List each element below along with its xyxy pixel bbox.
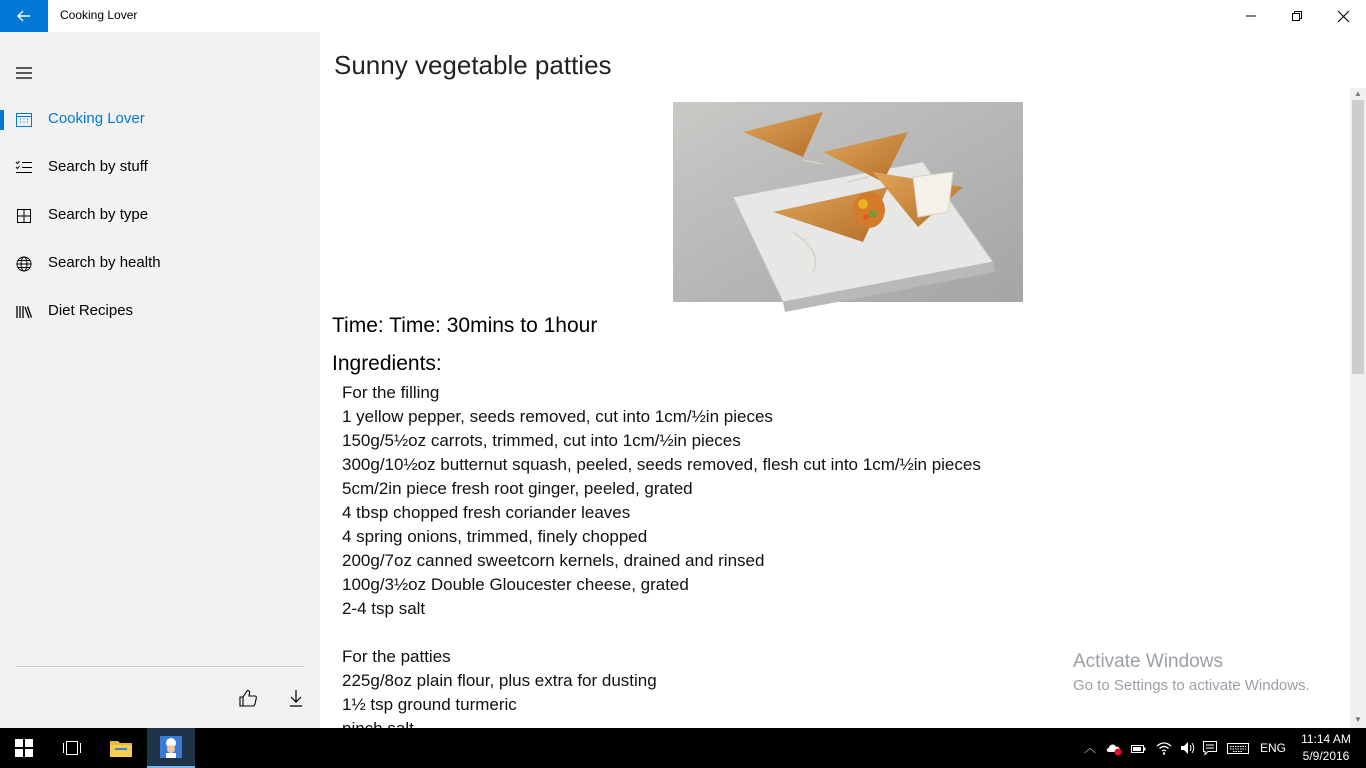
window-title: Cooking Lover [60,8,138,22]
ingredients-heading: Ingredients: [332,352,442,375]
list-item: 2-4 tsp salt [342,599,426,618]
list-item: For the filling [342,383,440,402]
file-explorer-button[interactable] [97,728,145,768]
recipe-image [673,102,1023,302]
thumbs-up-icon[interactable] [238,688,258,708]
restore-icon [1292,11,1302,21]
grid-icon [16,208,32,224]
sidebar-item-label: Cooking Lover [48,110,145,127]
sidebar-item-label: Diet Recipes [48,302,134,319]
list-item: 150g/5½oz carrots, trimmed, cut into 1cm/½in pieces [342,431,741,450]
recipe-content [320,32,1366,728]
library-icon [16,304,32,320]
close-icon [1338,11,1349,22]
activation-watermark [1073,651,1310,694]
list-item: 1 yellow pepper, seeds removed, cut into 1cm/½in pieces [342,407,773,426]
task-view-icon [62,740,82,756]
battery-icon[interactable] [1130,740,1146,756]
task-view-button[interactable] [48,728,96,768]
sidebar-item-label: Search by type [48,206,149,223]
ingredients-list [342,381,981,741]
minimize-icon [1246,11,1256,21]
action-center-icon[interactable] [1202,740,1218,756]
recipe-title: Sunny vegetable patties [334,50,612,80]
list-item: 5cm/2in piece fresh root ginger, peeled, grated [342,479,693,498]
download-icon[interactable] [286,688,306,708]
sidebar-divider [16,666,304,667]
cooking-lover-taskbar-button[interactable] [147,728,195,768]
list-item: For the patties [342,647,451,666]
sidebar-item-search-by-type[interactable] [0,192,320,240]
back-button[interactable] [0,0,48,32]
sidebar-item-cooking-lover[interactable] [0,96,320,144]
back-arrow-icon [17,10,31,22]
list-item: 100g/3½oz Double Gloucester cheese, grated [342,575,689,594]
sidebar-item-label: Search by health [48,254,161,271]
clock-time[interactable]: 11:14 AM [1301,732,1351,746]
globe-icon [16,256,32,272]
clock-date[interactable]: 5/9/2016 [1302,749,1350,763]
scroll-thumb[interactable] [1352,100,1364,374]
scroll-down-icon[interactable]: ▼ [1354,715,1362,724]
onedrive-icon[interactable] [1106,740,1122,756]
show-hidden-icons-icon[interactable]: ︿ [1084,741,1097,755]
restore-button[interactable] [1274,0,1320,32]
language-indicator[interactable]: ENG [1260,741,1287,755]
list-item: 1½ tsp ground turmeric [342,695,517,714]
list-item: 4 spring onions, trimmed, finely chopped [342,527,648,546]
list-item: 200g/7oz canned sweetcorn kernels, drained and rinsed [342,551,765,570]
vertical-scrollbar[interactable] [1350,88,1366,728]
recipe-time: Time: Time: 30mins to 1hour [332,314,598,337]
taskbar [0,728,1366,768]
navigation-pane [0,32,320,728]
minimize-button[interactable] [1228,0,1274,32]
sidebar-item-search-by-health[interactable] [0,240,320,288]
list-item: 300g/10½oz butternut squash, peeled, seeds removed, flesh cut into 1cm/½in pieces [342,455,981,474]
sidebar-item-diet-recipes[interactable] [0,288,320,336]
hamburger-menu-icon[interactable] [16,66,32,78]
title-bar [0,0,1366,32]
calendar-icon [16,112,32,128]
list-item: 4 tbsp chopped fresh coriander leaves [342,503,631,522]
volume-icon[interactable] [1180,740,1196,756]
checklist-icon [16,160,32,176]
sidebar-item-label: Search by stuff [48,158,148,175]
watermark-subtitle: Go to Settings to activate Windows. [1073,677,1310,694]
folder-icon [110,739,132,757]
scroll-up-icon[interactable]: ▲ [1354,89,1362,98]
close-button[interactable] [1320,0,1366,32]
sidebar-item-search-by-stuff[interactable] [0,144,320,192]
start-button[interactable] [0,728,48,768]
wifi-icon[interactable] [1156,740,1172,756]
windows-logo-icon [15,739,33,757]
list-spacer [342,621,981,645]
list-item: 225g/8oz plain flour, plus extra for dusting [342,671,657,690]
keyboard-icon[interactable] [1227,740,1249,756]
chef-app-icon [160,736,182,758]
active-indicator [0,110,4,130]
watermark-title: Activate Windows [1073,651,1223,672]
